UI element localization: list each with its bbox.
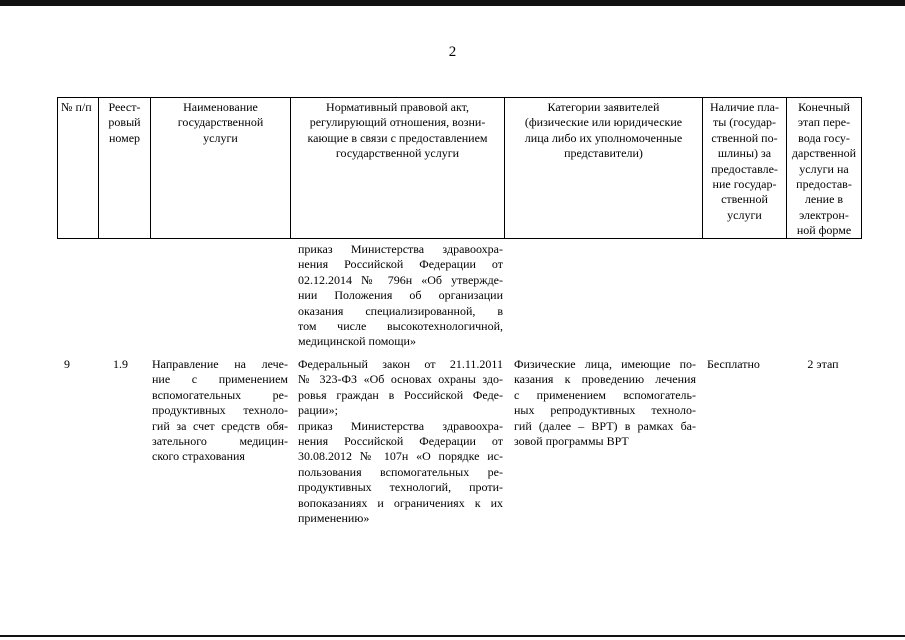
- text-line: зательного медицин-: [152, 434, 288, 449]
- text-line: вспомогательных ре-: [152, 387, 288, 402]
- text-line: гий (далее – ВРТ) в рамках ба-: [514, 418, 696, 433]
- text-line: ровья граждан в Российской Феде-: [298, 387, 503, 402]
- text-line: ние с применением: [152, 372, 288, 387]
- header-col-final-stage: Конечный этап пере- вода госу- дарственной услуги на предостав- ление в электрон- ной форме: [786, 97, 862, 239]
- text-line: № 323-ФЗ «Об основах охраны здо-: [298, 372, 503, 387]
- text-line: ных репродуктивных техноло-: [514, 403, 696, 418]
- text-line: гий за счет средств обя-: [152, 418, 288, 433]
- header-col-registry: Реест- ровый номер: [98, 97, 150, 239]
- row-service-name: [152, 357, 288, 465]
- text-line: приказ Министерства здравоохра-: [298, 242, 503, 256]
- page-number: 2: [448, 44, 457, 60]
- text-line: 30.08.2012 № 107н «О порядке ис-: [298, 449, 503, 464]
- row-legal-act: [298, 357, 503, 526]
- header-col-legal-act: Нормативный правовой акт, регулирующий отношения, возни- кающие в связи с предоставлением государственной услуги: [290, 97, 504, 239]
- text-line: рации»;: [298, 403, 338, 418]
- text-line: нии Положения об организации: [298, 288, 503, 303]
- text-line: вопоказаниях и ограничениях к их: [298, 495, 503, 510]
- row-applicants: [514, 357, 696, 449]
- text-line: с применением вспомогатель-: [514, 387, 696, 402]
- bottom-border: [0, 635, 905, 637]
- text-line: Физические лица, имеющие по-: [514, 357, 696, 371]
- text-line: применению»: [298, 511, 370, 526]
- text-line: оказания специализированной, в: [298, 303, 503, 318]
- table-header: [57, 97, 862, 239]
- text-line: Направление на лече-: [152, 357, 288, 371]
- text-line: продуктивных технологий, проти-: [298, 480, 503, 495]
- text-line: 02.12.2014 № 796н «Об утвержде-: [298, 272, 503, 287]
- header-col-number: № п/п: [57, 97, 98, 239]
- header-col-applicants: Категории заявителей (физические или юридические лица либо их уполномоченные представители): [504, 97, 702, 239]
- text-line: медицинской помощи»: [298, 334, 416, 349]
- text-line: нения Российской Федерации от: [298, 257, 503, 272]
- text-line: нения Российской Федерации от: [298, 434, 503, 449]
- text-line: приказ Министерства здравоохра-: [298, 418, 503, 433]
- text-line: пользования вспомогательных ре-: [298, 464, 503, 479]
- top-border: [0, 0, 905, 6]
- header-col-fee: Наличие пла- ты (государ- ственной по- шлины) за предоставле- ние государ- ственной услуги: [702, 97, 786, 239]
- text-line: зовой программы ВРТ: [514, 434, 629, 449]
- row-fee: Бесплатно: [707, 357, 760, 371]
- text-line: продуктивных техноло-: [152, 403, 288, 418]
- text-line: Федеральный закон от 21.11.2011: [298, 357, 503, 371]
- text-line: ского страхования: [152, 449, 245, 464]
- text-line: том числе высокотехнологичной,: [298, 319, 503, 334]
- text-line: казания к проведению лечения: [514, 372, 696, 387]
- row-registry-number: 1.9: [113, 357, 128, 371]
- row-number: 9: [64, 357, 70, 371]
- header-col-service-name: Наименование государственной услуги: [150, 97, 290, 239]
- continuation-legal-act: [298, 242, 503, 350]
- row-final-stage: 2 этап: [807, 357, 839, 371]
